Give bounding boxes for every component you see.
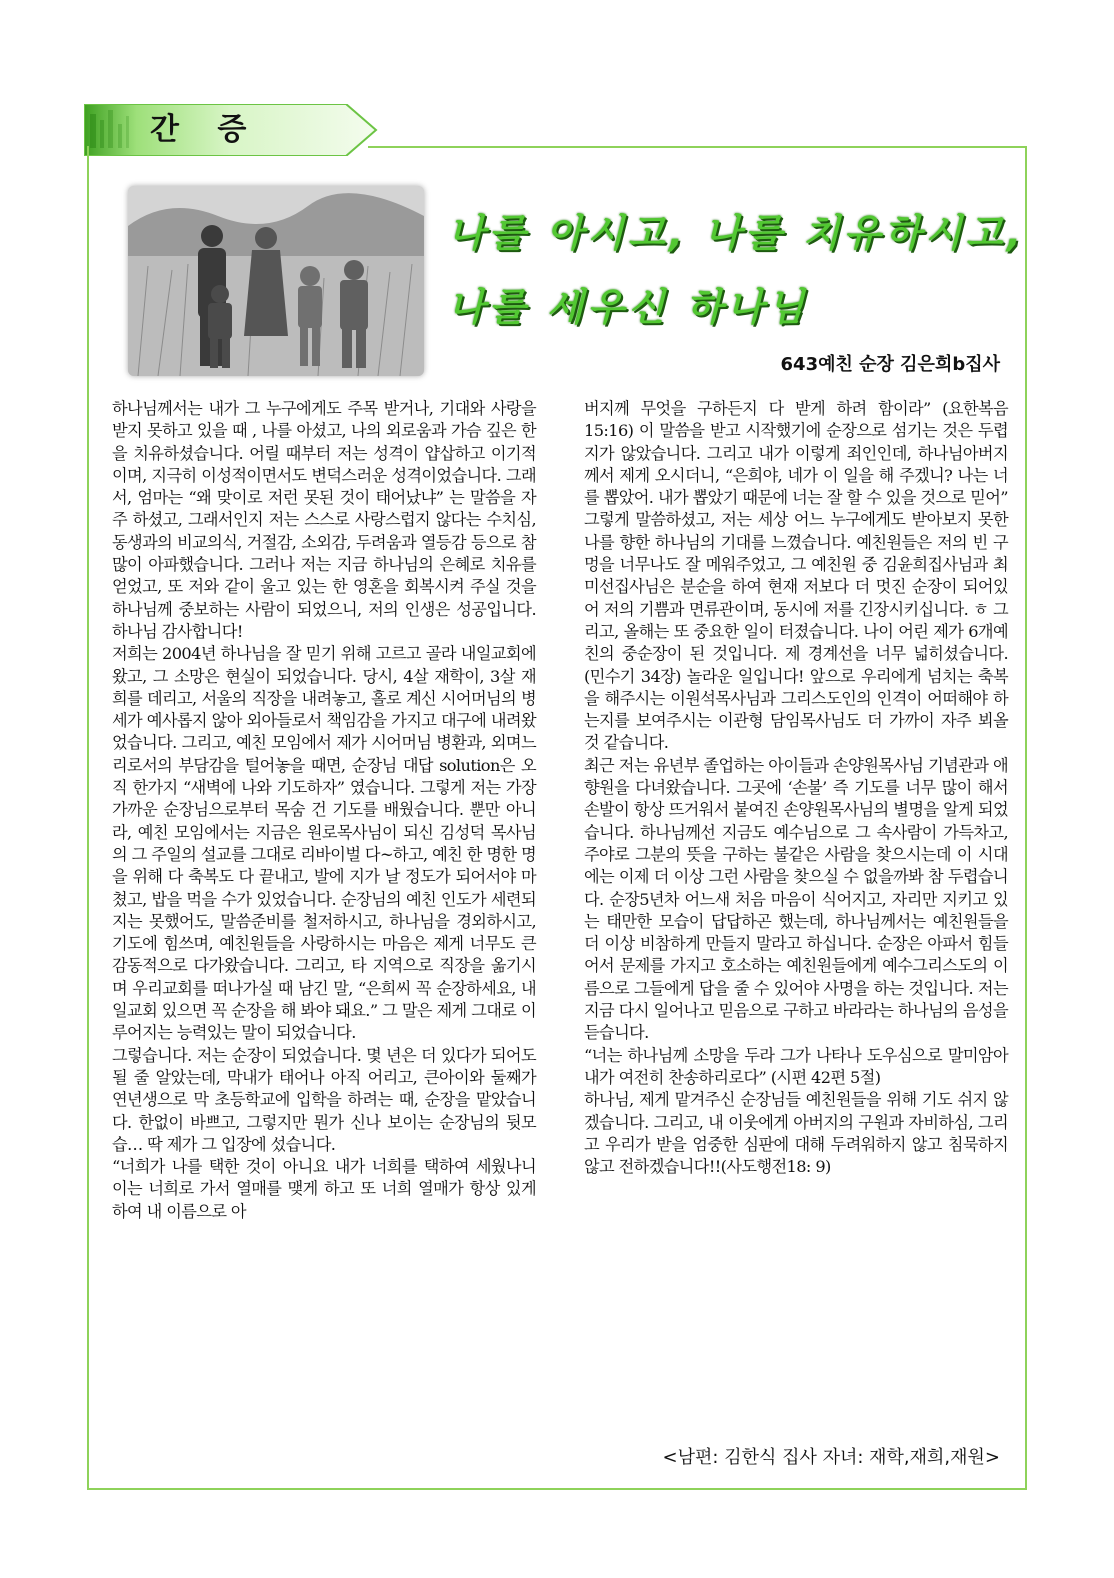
article-headline <box>448 196 1026 344</box>
paragraph: “너는 하나님께 소망을 두라 그가 나타나 도우심으로 말미암아 내가 여전히 찬송하리로다” (시편 42편 5절) <box>584 1045 1008 1087</box>
family-photo <box>128 186 424 376</box>
author-byline: 643예친 순장 김은희b집사 <box>780 354 1000 375</box>
headline-line-2: 나를 세우신 하나님 <box>448 285 809 329</box>
paragraph: 그렇습니다. 저는 순장이 되었습니다. 몇 년은 더 있다가 되어도 될 줄 알았는데, 막내가 태어나 아직 어리고, 큰아이와 둘째가 연년생으로 막 초등학교에 입학을 하려는 때, 순장을 맡았습니다. 한없이 바쁘고, 그렇지만 뭔가 신나 보이는 순장님의 뒷모습… 딱 제가 그 입장에 섰습니다. <box>112 1045 536 1154</box>
paragraph: 최근 저는 유년부 졸업하는 아이들과 손양원목사님 기념관과 애향원을 다녀왔습니다. 그곳에 ‘손불’ 즉 기도를 너무 많이 해서 손발이 항상 뜨거워서 붙여진 손양원목사님의 별명을 알게 되었습니다. 하나님께선 지금도 예수님으로 그 속사람이 가득차고, 주야로 그분의 뜻을 구하는 불같은 사람을 찾으시는데 이 시대에는 이제 더 이상 그런 사람을 찾으실 수 없을까봐 참 두렵습니다. 순장5년차 어느새 처음 마음이 식어지고, 자리만 지키고 있는 태만한 모습이 답답하곤 했는데, 하나님께서는 예친원들을 더 이상 비참하게 만들지 말라고 하십니다. 순장은 아파서 힘들어서 문제를 가지고 호소하는 예친원들에게 예수그리스도의 이름으로 그들에게 답을 줄 수 있어야 사명을 하는 것입니다. 저는 지금 다시 일어나고 믿음으로 구하고 바라라는 하나님의 음성을 듣습니다. <box>584 755 1008 1043</box>
paragraph: 하나님, 제게 맡겨주신 순장님들 예친원들을 위해 기도 쉬지 않겠습니다. 그리고, 내 이웃에게 아버지의 구원과 자비하심, 그리고 우리가 받을 엄중한 심판에 대해 두려워하지 않고 침묵하지 않고 전하겠습니다!!(사도행전18: 9) <box>584 1090 1008 1177</box>
paragraph: 버지께 무엇을 구하든지 다 받게 하려 함이라” (요한복음15:16) 이 말씀을 받고 시작했기에 순장으로 섬기는 것은 두렵지가 않았습니다. 그리고 내가 이렇게 죄인인데, 하나님아버지께서 제게 오시더니, “은희야, 네가 이 일을 해 주겠니? 나는 너를 뽑았어. 내가 뽑았기 때문에 너는 잘 할 수 있을 것으로 믿어” 그렇게 말씀하셨고, 저는 세상 어느 누구에게도 받아보지 못한 나를 향한 하나님의 기대를 느꼈습니다. 예친원들은 저의 빈 구멍을 너무나도 잘 메워주었고, 그 예친원 중 김윤희집사님과 최미선집사님은 분순을 하여 현재 저보다 더 멋진 순장이 되어있어 저의 기쁨과 면류관이며, 동시에 저를 긴장시키십니다. ㅎ 그리고, 올해는 또 중요한 일이 터졌습니다. 나이 어린 제가 6개예친의 중순장이 된 것입니다. 제 경계선을 너무 넓히셨습니다. (민수기 34장) 놀라운 일입니다! 앞으로 우리에게 넘치는 축복을 해주시는 이원석목사님과 그리스도인의 인격이 어떠해야 하는지를 보여주시는 이관형 담임목사님도 더 가까이 자주 뵈올 것 같습니다. <box>584 399 1008 753</box>
article-column-right <box>584 398 1008 1178</box>
family-photo-image <box>128 186 424 376</box>
article-frame-top-border <box>368 146 1027 148</box>
paragraph: 하나님께서는 내가 그 누구에게도 주목 받거나, 기대와 사랑을 받지 못하고 있을 때 , 나를 아셨고, 나의 외로움과 가슴 깊은 한을 치유하셨습니다. 어릴 때부터 저는 성격이 얍삽하고 이기적이며, 지극히 이성적이면서도 변덕스러운 성격이었습니다. 그래서, 엄마는 “왜 맞이로 저런 못된 것이 태어났냐” 는 말씀을 자주 하셨고, 그래서인지 저는 스스로 사랑스럽지 않다는 수치심, 동생과의 비교의식, 거절감, 소외감, 두려움과 열등감 등으로 참 많이 아파했습니다. 그러나 저는 지금 하나님의 은혜로 치유를 얻었고, 또 저와 같이 울고 있는 한 영혼을 회복시켜 주실 것을 하나님께 중보하는 사람이 되었으니, 저의 인생은 성공입니다. 하나님 감사합니다! <box>112 399 536 641</box>
article-column-left <box>112 398 536 1223</box>
headline-line-1: 나를 아시고, 나를 치유하시고, <box>448 211 1026 255</box>
paragraph: 저희는 2004년 하나님을 잘 믿기 위해 고르고 골라 내일교회에 왔고, 그 소망은 현실이 되었습니다. 당시, 4살 재학이, 3살 재희를 데리고, 서울의 직장을 내려놓고, 홀로 계신 시어머님의 병세가 예사롭지 않아 외아들로서 책임감을 가지고 대구에 내려왔었습니다. 그리고, 예친 모임에서 제가 시어머님 병환과, 외며느리로서의 부담감을 털어놓을 때면, 순장님 대답 solution은 오직 한가지 “새벽에 나와 기도하자” 였습니다. 그렇게 저는 가장 가까운 순장님으로부터 목숨 건 기도를 배웠습니다. 뿐만 아니라, 예친 모임에서는 지금은 원로목사님이 되신 김성덕 목사님의 그 주일의 설교를 그대로 리바이벌 다~하고, 예친 한 명한 명을 위해 다 축복도 다 끝내고, 발에 지가 날 정도가 되어서야 마쳤고, 밥을 먹을 수가 있었습니다. 순장님의 예친 인도가 세련되지는 못했어도, 말씀준비를 철저하시고, 하나님을 경외하시고, 기도에 힘쓰며, 예친원들을 사랑하시는 마음은 제게 너무도 큰 감동적으로 다가왔습니다. 그리고, 타 지역으로 직장을 옮기시며 우리교회를 떠나가실 때 남긴 말, “은희씨 꼭 순장하세요, 내일교회 있으면 꼭 순장을 해 봐야 돼요.” 그 말은 제게 그대로 이루어지는 능력있는 말이 되었습니다. <box>112 644 536 1043</box>
paragraph: “너희가 나를 택한 것이 아니요 내가 너희를 택하여 세웠나니 이는 너희로 가서 열매를 맺게 하고 또 너희 열매가 항상 있게 하여 내 이름으로 아 <box>112 1157 536 1221</box>
family-info: <남편: 김한식 집사 자녀: 재학,재희,재원> <box>662 1447 1000 1468</box>
section-title: 간 증 <box>150 112 261 147</box>
